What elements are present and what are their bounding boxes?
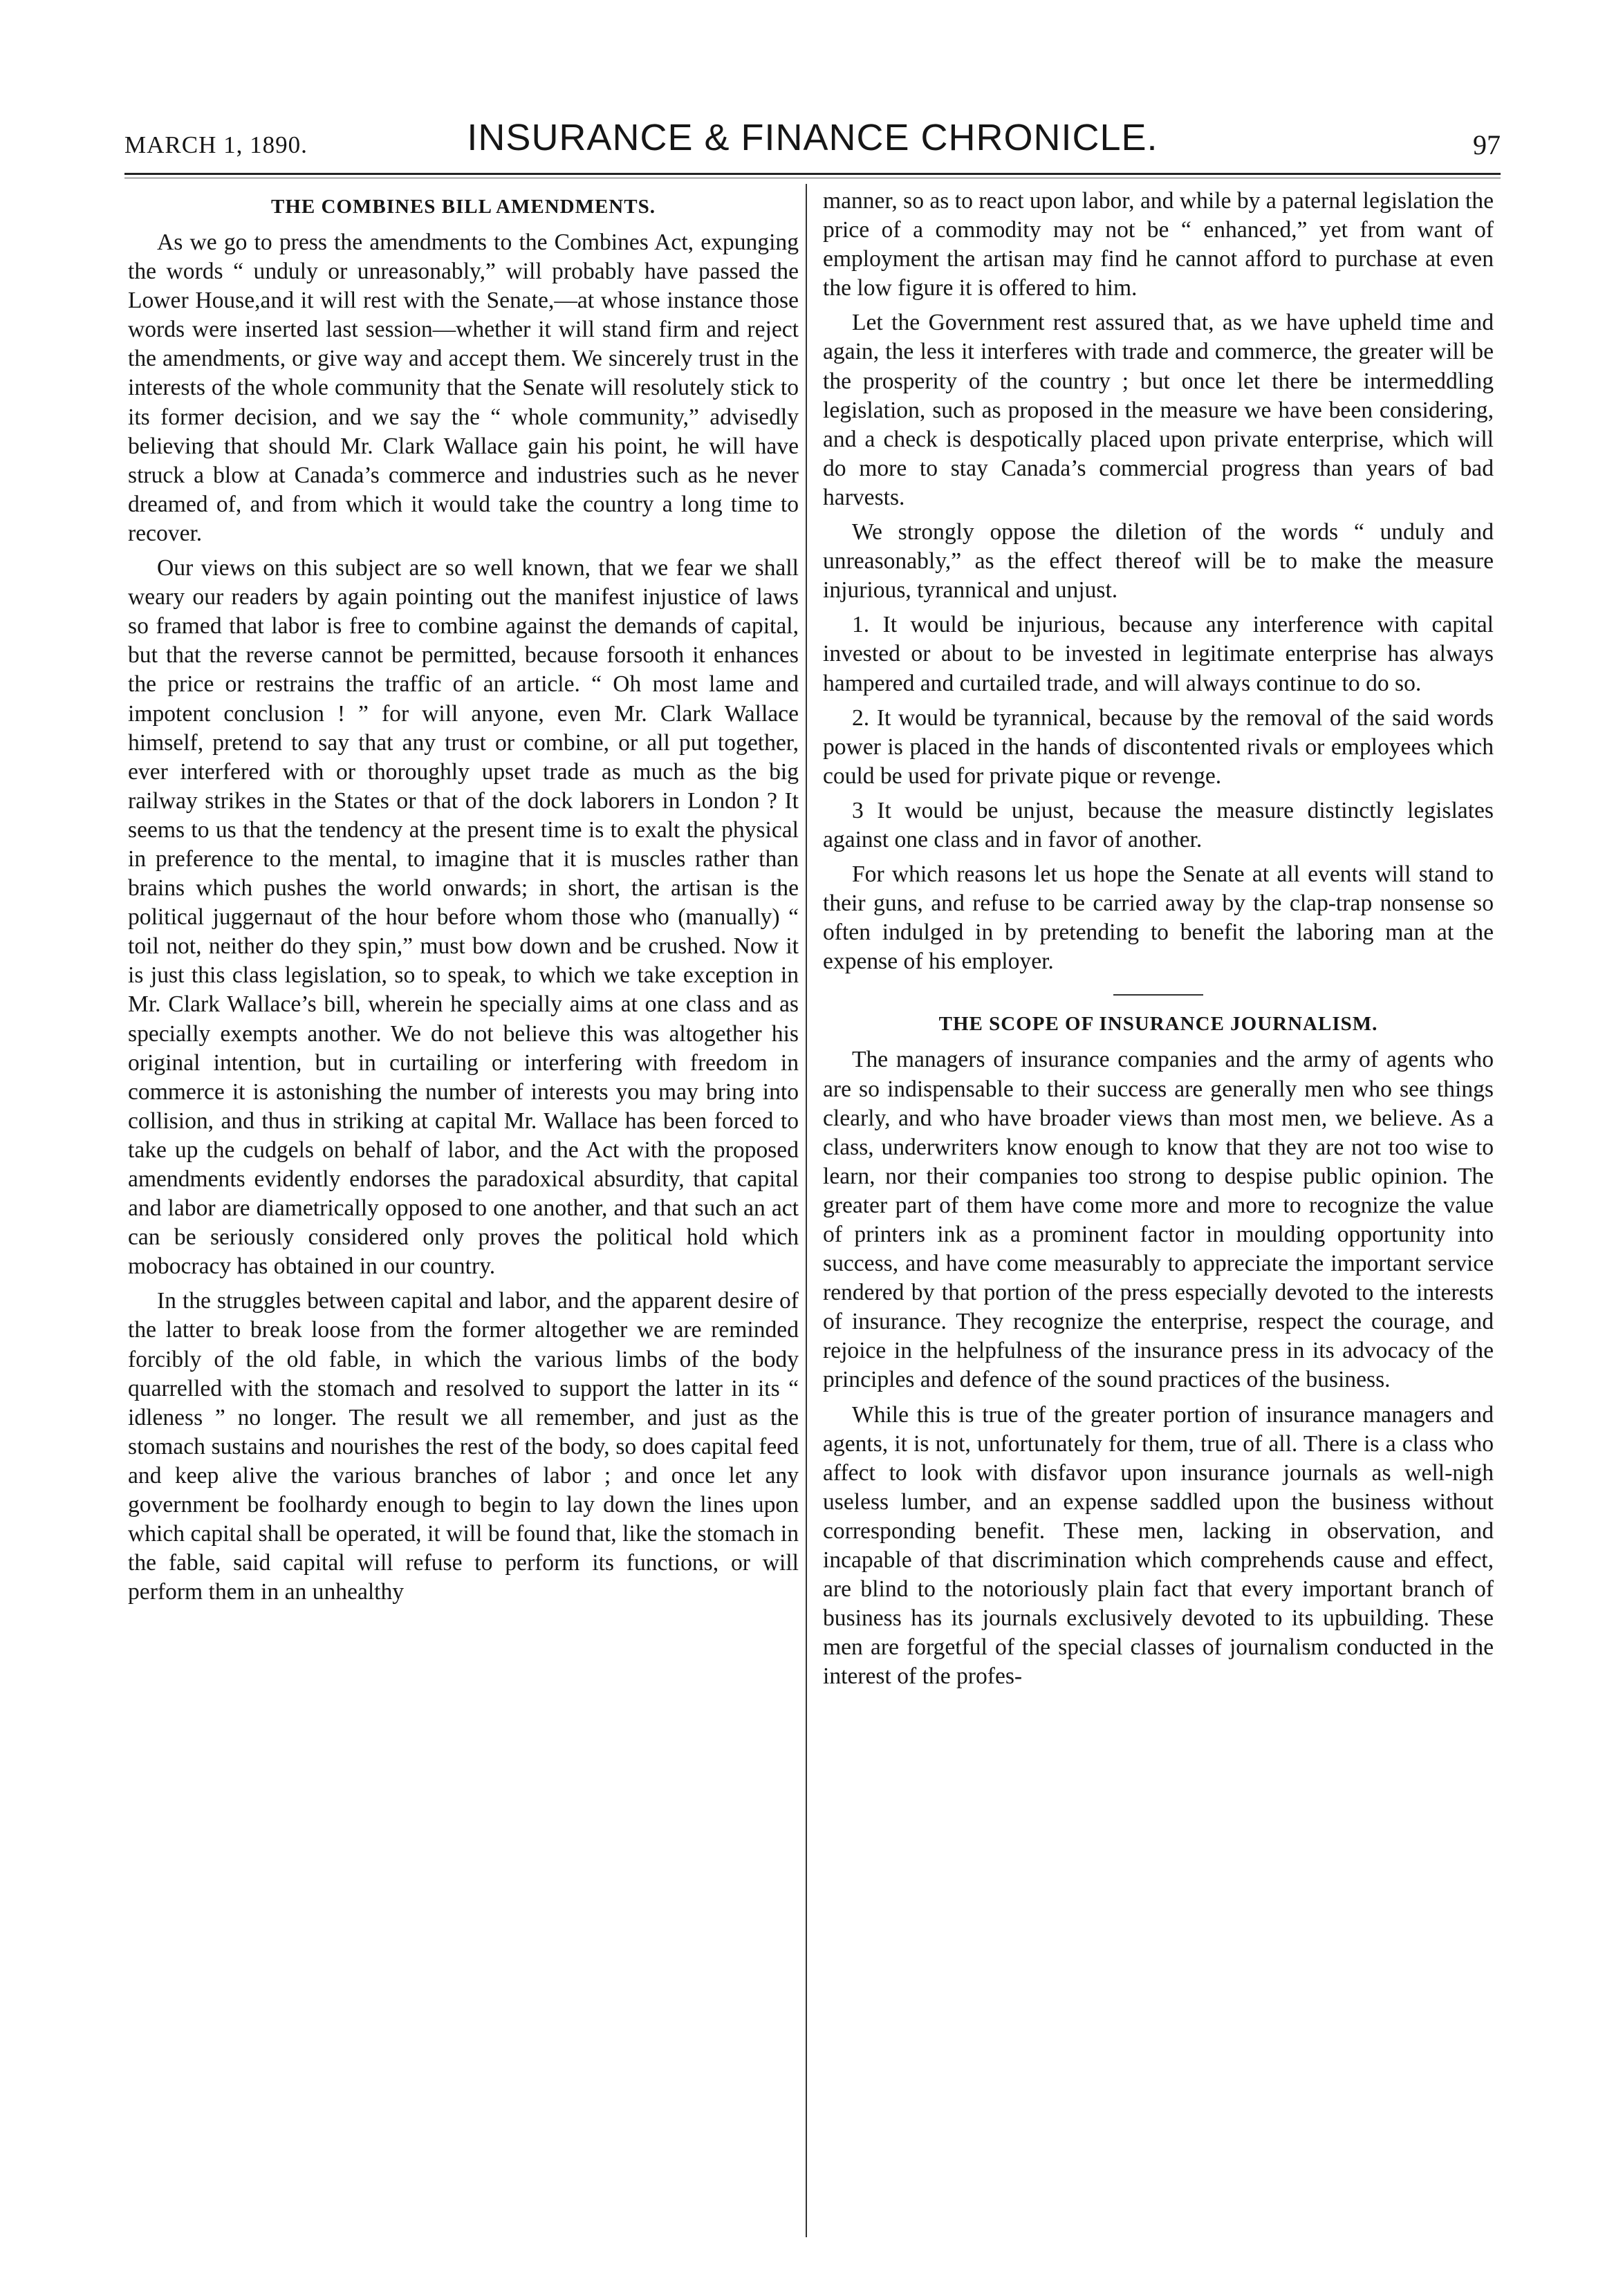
article-paragraph: As we go to press the amendments to the Combines Act, expunging the words “ unduly or unreasonably,” will probably have passed the Lower House,and it will rest with the Senate,—at whose instance those words were inserted last session—whether it will stand firm and reject the amendments, or give way and accept them. We sincerely trust in the interests of the whole community that the Senate will resolutely stick to its former decision, and we say the “ whole community,” advisedly believing that should Mr. Clark Wallace gain his point, he will have struck a blow at Canada’s commerce and industries such as he never dreamed of, and from which it would take the country a long time to recover. xyxy=(128,230,799,546)
numbered-point-1: 1. It would be injurious, because any interference with capital invested or about to be invested in legitimate enterprise has always hampered and curtailed trade, and will always continue to do so. xyxy=(823,612,1494,696)
article-paragraph: We strongly oppose the diletion of the words “ unduly and unreasonably,” as the effect thereof will be to make the measure injurious, tyrannical and unjust. xyxy=(823,519,1494,604)
numbered-point-2: 2. It would be tyrannical, because by the removal of the said words power is placed in the hands of discontented rivals or employees which could be used for private pique or revenge. xyxy=(823,704,1494,789)
article-title-insurance-journalism: THE SCOPE OF INSURANCE JOURNALISM. xyxy=(938,1013,1378,1036)
article-paragraph: Our views on this subject are so well known, that we fear we shall weary our readers by again pointing out the manifest injustice of laws so framed that labor is free to combine against the demands of capital, but that the reverse cannot be permitted, because forsooth it enhances the price or restrains the traffic of an article. “ Oh most lame and impotent conclusion ! ” for will anyone, even Mr. Clark Wallace himself, pretend to say that any trust or combine, or all put together, ever interfered with or thoroughly upset trade as much as the big railway strikes in the States or that of the dock laborers in London ? It seems to us that the tendency at the present time is to exalt the physical in preference to the mental, to imagine that it is muscles rather than brains which pushes the world onwards; in short, the artisan is the political juggernaut of the hour before whom those who (manually) “ toil not, neither do they spin,” must bow down and be crushed. Now it is just this class legislation, so to speak, to which we take exception in Mr. Clark Wallace’s bill, wherein he specially aims at one class and as specially exempts another. We do not believe this was altogether his original intention, but in curtailing or interfering with freedom in commerce it is astonishing the number of interests you may bring into collision, and thus in striking at capital Mr. Wallace has been forced to take up the cudgels on behalf of labor, and the Act with the proposed amendments evidently endorses the paradoxical absurdity, that capital and labor are diametrically opposed to one another, and that such an act can be seriously considered only proves the political hold which mobocracy has obtained in our country. xyxy=(128,555,799,1280)
article-paragraph: The managers of insurance companies and the army of agents who are so indispensable to their success are generally men who see things clearly, and who have broader views than most men, we believe. As a class, underwriters know enough to know that they are not too wise to learn, nor their companies too strong to despise public opinion. The greater part of them have come more and more to recognize the value of printers ink as a prominent factor in moulding opportunity into success, and have come measurably to appreciate the important service rendered by that portion of the press especially devoted to the interests of insurance. They recognize the enterprise, respect the courage, and rejoice in the helpfulness of the insurance press in its advocacy of the principles and defence of the sound practices of the business. xyxy=(823,1047,1494,1393)
article-separator xyxy=(1113,994,1203,996)
numbered-point-3: 3 It would be unjust, because the measure distinctly legislates against one class and in favor of another. xyxy=(823,797,1494,852)
article-paragraph: In the struggles between capital and labor, and the apparent desire of the latter to break loose from the former altogether we are reminded forcibly of the old fable, in which the various limbs of the body quarrelled with the stomach and resolved to support the latter in its “ idleness ” no longer. The result we all remember, and just as the stomach sustains and nourishes the rest of the body, so does capital feed and keep alive the various branches of labor ; and once let any government be foolhardy enough to begin to lay down the lines upon which capital shall be operated, it will be found that, like the stomach in the fable, said capital will refuse to perform its functions, or will perform them in an unhealthy xyxy=(128,1288,799,1605)
publication-title: INSURANCE & FINANCE CHRONICLE. xyxy=(467,117,1158,158)
article-paragraph: Let the Government rest assured that, as we have upheld time and again, the less it interferes with trade and commerce, the greater will be the prosperity of the country ; but once let there be intermeddling legislation, such as proposed in the measure we have been considering, and a check is despotically placed upon private enterprise, which will do more to stay Canada’s commercial progress than years of bad harvests. xyxy=(823,310,1494,510)
page-header xyxy=(124,116,1501,171)
article-paragraph-continued: manner, so as to react upon labor, and while by a paternal legislation the price of a commodity may not be “ enhanced,” yet from want of employment the artisan may find he cannot afford to purchase at even the low figure it is offered to him. xyxy=(823,188,1494,301)
page-number: 97 xyxy=(1473,129,1501,160)
article-title-combines-bill: THE COMBINES BILL AMENDMENTS. xyxy=(271,196,656,218)
right-column xyxy=(823,187,1494,1697)
column-divider xyxy=(806,184,807,2237)
article-paragraph: While this is true of the greater portion of insurance managers and agents, it is not, unfortunately for them, true of all. There is a class who affect to look with disfavor upon insurance journals as well-nigh useless lumber, and an expense saddled upon the business without corresponding benefit. These men, lacking in observation, and incapable of that discrimination which comprehends cause and effect, are blind to the notoriously plain fact that every important branch of business has its journals exclusively devoted to its upbuilding. These men are forgetful of the special classes of journalism conducted in the interest of the profes- xyxy=(823,1401,1494,1690)
article-paragraph: For which reasons let us hope the Senate at all events will stand to their guns, and refuse to be carried away by the clap-trap nonsense so often indulged in by pretending to benefit the laboring man at the expense of his employer. xyxy=(823,861,1494,975)
header-rule xyxy=(124,173,1501,175)
left-column xyxy=(128,187,799,1612)
issue-date: MARCH 1, 1890. xyxy=(124,131,308,158)
